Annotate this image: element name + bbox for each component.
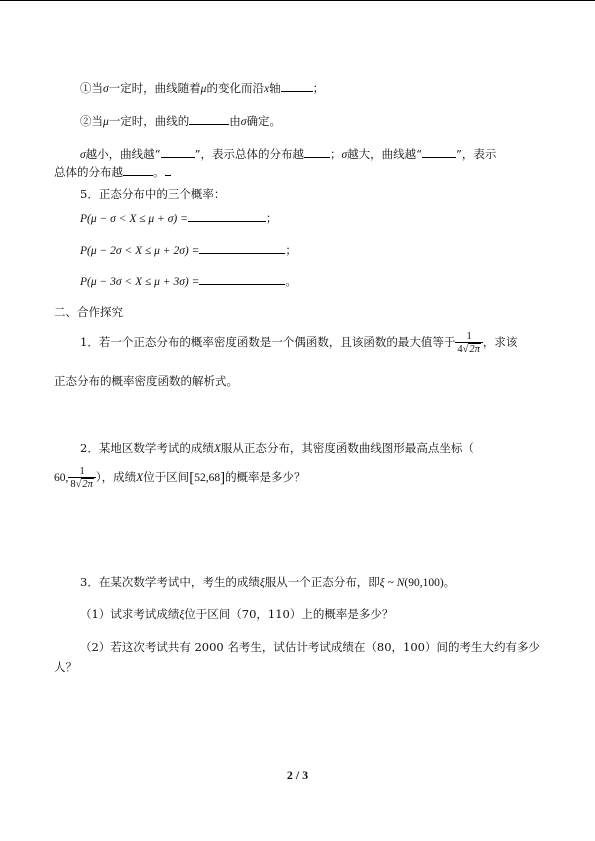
text: 。 xyxy=(443,575,456,589)
blank[interactable] xyxy=(199,273,285,285)
right-bracket: ] xyxy=(220,470,226,486)
x-symbol: x xyxy=(263,83,270,95)
text: ； xyxy=(312,81,325,95)
numerator: 1 xyxy=(68,466,96,478)
text: ； xyxy=(285,243,297,257)
prob-3 xyxy=(80,273,297,289)
left-bracket: [ xyxy=(189,470,195,486)
text: 位于区间 xyxy=(143,470,190,484)
text: ”，表示 xyxy=(456,147,497,161)
tilde: ~ xyxy=(384,577,397,589)
sigma-symbol: σ xyxy=(103,83,109,95)
blank[interactable] xyxy=(161,146,195,158)
text: 。 xyxy=(153,165,165,179)
xi-symbol: ξ xyxy=(379,577,385,589)
prob-2 xyxy=(80,242,297,258)
xi-symbol: ξ xyxy=(179,609,185,621)
parameters: (90,100) xyxy=(404,577,444,589)
blank[interactable] xyxy=(199,242,285,254)
text: 2．某地区数学考试的成绩 xyxy=(80,441,214,455)
text: 越小，曲线越“ xyxy=(85,147,161,161)
page-number: 2 / 3 xyxy=(286,768,309,782)
text: 越大，曲线越“ xyxy=(347,147,423,161)
text: （1）试求考试成绩 xyxy=(80,607,180,621)
mu-symbol: μ xyxy=(103,116,109,128)
question-3-part-2-cont xyxy=(54,660,77,674)
formula: P(μ − 3σ < X ≤ μ + 3σ) = xyxy=(80,276,200,288)
text: 。 xyxy=(285,274,297,288)
question-3-part-2 xyxy=(80,640,540,654)
text: 5．正态分布中的三个概率： xyxy=(80,187,226,201)
sigma-description-cont xyxy=(54,164,171,179)
numerator: 1 xyxy=(455,331,483,343)
question-1-cont xyxy=(54,374,238,388)
text: （2）若这次考试共有 2000 名考生，试估计考试成绩在（80，100）间的考生大约有多少 xyxy=(80,640,540,654)
interval: 52,68 xyxy=(194,472,221,484)
text: 3．在某次数学考试中，考生的成绩 xyxy=(80,575,260,589)
normal-symbol: N xyxy=(396,577,405,589)
fraction xyxy=(455,331,483,355)
item-1 xyxy=(80,80,324,96)
blank[interactable] xyxy=(123,164,153,176)
blank[interactable] xyxy=(281,80,313,92)
text: 由 xyxy=(229,114,241,128)
text: 服从正态分布，其密度函数曲线图形最高点坐标（ xyxy=(220,441,474,455)
formula: P(μ − σ < X ≤ μ + σ) = xyxy=(80,213,188,225)
x-symbol: X xyxy=(136,472,144,484)
radicand: 2π xyxy=(469,344,480,355)
text: 一定时，曲线随着 xyxy=(108,81,201,95)
question-3-part-1 xyxy=(80,607,393,622)
sigma-description xyxy=(80,146,496,162)
text: 总体的分布越 xyxy=(54,165,123,179)
sigma-symbol: σ xyxy=(80,149,86,161)
question-1 xyxy=(80,327,517,357)
top-rule xyxy=(0,0,595,1)
denominator: 8√2π xyxy=(70,479,93,490)
question-2 xyxy=(80,441,474,456)
text: 的变化而沿 xyxy=(206,81,264,95)
sigma-symbol: σ xyxy=(240,116,247,128)
denominator: 4√2π xyxy=(457,344,480,355)
text: ； xyxy=(329,147,342,161)
text: 服从一个正态分布，即 xyxy=(264,575,380,589)
section-title xyxy=(54,305,123,319)
text: 位于区间（70，110）上的概率是多少？ xyxy=(184,607,394,621)
text: 正态分布的概率密度函数的解析式。 xyxy=(54,374,238,388)
text: 1．若一个正态分布的概率密度函数是一个偶函数，且该函数的最大值等于 xyxy=(80,335,456,349)
coefficient: 8 xyxy=(70,479,76,490)
question-3 xyxy=(80,575,455,590)
text: ”，表示总体的分布越 xyxy=(194,147,304,161)
blank[interactable] xyxy=(304,146,330,158)
x-symbol: X xyxy=(213,443,221,455)
blank[interactable] xyxy=(188,210,266,222)
text: ），成绩 xyxy=(95,470,137,484)
text: ，求该 xyxy=(482,335,518,349)
blank[interactable] xyxy=(189,113,229,125)
question-2-cont xyxy=(54,462,306,493)
text: ①当 xyxy=(80,81,103,95)
text: ②当 xyxy=(80,114,103,128)
radicand: 2π xyxy=(82,479,93,490)
formula: P(μ − 2σ < X ≤ μ + 2σ) = xyxy=(80,245,200,257)
item-2 xyxy=(80,113,281,129)
text: 二、合作探究 xyxy=(54,305,123,319)
text: 确定。 xyxy=(246,114,281,128)
item-5-heading xyxy=(80,187,225,201)
fraction xyxy=(68,466,96,490)
text: 人？ xyxy=(54,660,77,674)
text: 轴 xyxy=(269,81,281,95)
coefficient: 4 xyxy=(457,344,463,355)
blank[interactable] xyxy=(422,146,456,158)
text: 的概率是多少？ xyxy=(225,470,306,484)
prob-1 xyxy=(80,210,277,226)
text: ； xyxy=(265,211,278,225)
text: 一定时，曲线的 xyxy=(108,114,190,128)
mu-symbol: μ xyxy=(200,83,207,95)
sigma-symbol: σ xyxy=(341,149,348,161)
text: 60, xyxy=(54,472,69,484)
blank[interactable] xyxy=(165,164,171,176)
xi-symbol: ξ xyxy=(259,577,265,589)
